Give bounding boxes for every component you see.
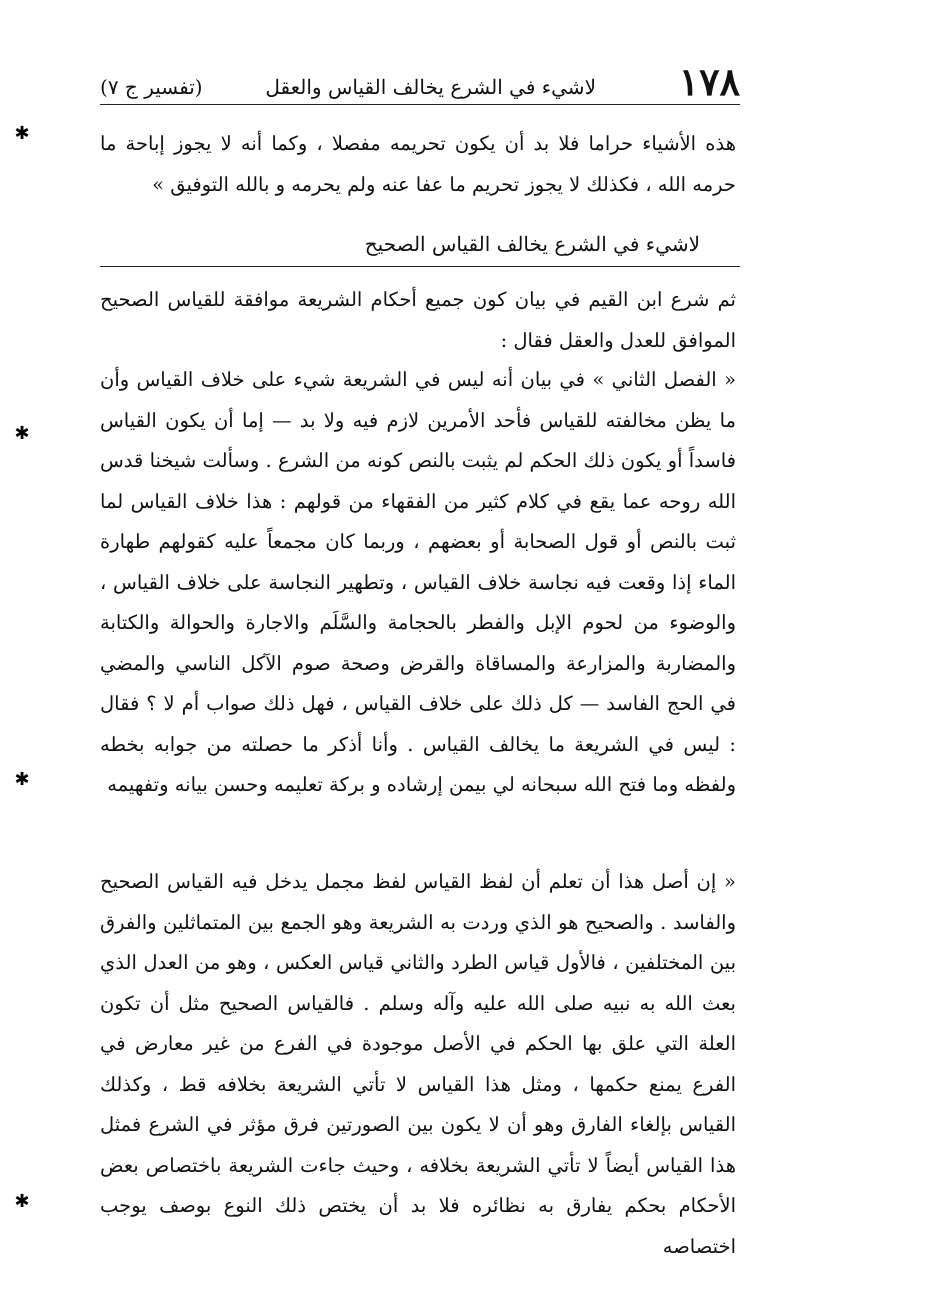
paragraph-continuation: هذه الأشياء حراما فلا بد أن يكون تحريمه مفصلا ، وكما أنه لا يجوز إباحة ما حرمه الله ، فكذلك لا يجوز تحريم ما عفا عنه ولم يحرمه و بالله التوفيق » [100,132,736,196]
paragraph-intro: ثم شرع ابن القيم في بيان كون جميع أحكام الشريعة موافقة للقياس الصحيح الموافق للعدل والعقل فقال : [100,288,736,352]
running-title: لاشيء في الشرع يخالف القياس والعقل [265,75,596,99]
header-divider [100,104,740,105]
volume-label: (تفسير ج ٧) [100,75,203,99]
page-header [100,59,740,104]
margin-mark-icon: ✱ [14,1191,30,1212]
section-heading: لاشيء في الشرع يخالف القياس الصحيح [364,232,700,256]
page-number: ١٧٨ [678,59,740,104]
margin-mark-icon: ✱ [14,423,30,444]
section-divider [100,266,740,267]
paragraph-qiyas: « إن أصل هذا أن تعلم أن لفظ القياس لفظ مجمل يدخل فيه القياس الصحيح والفاسد . والصحيح هو الذي وردت به الشريعة وهو الجمع بين المتماثلين والفرق بين المختلفين ، فالأول قياس الطرد والثاني قياس العكس ، وهو من العدل الذي بعث الله به نبيه صلى الله عليه وآله وسلم . فالقياس الصحيح مثل أن تكون العلة التي علق بها الحكم في الأصل موجودة في الفرع من غير معارض في الفرع يمنع حكمها ، ومثل هذا القياس لا تأتي الشريعة بخلافه قط ، وكذلك القياس بإلغاء الفارق وهو أن لا يكون بين الصورتين فرق مؤثر في الشرع فمثل هذا القياس أيضاً لا تأتي الشريعة بخلافه ، وحيث جاءت الشريعة باختصاص بعض الأحكام بحكم يفارق به نظائره فلا بد أن يختص ذلك النوع بوصف يوجب اختصاصه [100,870,736,1258]
paragraph-second-chapter: « الفصل الثاني » في بيان أنه ليس في الشريعة شيء على خلاف القياس وأن ما يظن مخالفته للقياس فأحد الأمرين لازم فيه ولا بد — إما أن يكون القياس فاسداً أو يكون ذلك الحكم لم يثبت بالنص كونه من الشرع . وسألت شيخنا قدس الله روحه عما يقع في كلام كثير من الفقهاء من قولهم : هذا خلاف القياس لما ثبت بالنص أو قول الصحابة أو بعضهم ، وربما كان مجمعاً عليه كقولهم طهارة الماء إذا وقعت فيه نجاسة خلاف القياس ، وتطهير النجاسة على خلاف القياس ، والوضوء من لحوم الإبل والفطر بالحجامة والسَّلَم والاجارة والحوالة والكتابة والمضاربة والمزارعة والمساقاة والقرض وصحة صوم الآكل الناسي والمضي في الحج الفاسد — كل ذلك على خلاف القياس ، فهل ذلك صواب أم لا ؟ فقال : ليس في الشريعة ما يخالف القياس . وأنا أذكر ما حصلته من جوابه بخطه ولفظه وما فتح الله سبحانه لي بيمن إرشاده و بركة تعليمه وحسن بيانه وتفهيمه [100,368,736,796]
margin-mark-icon: ✱ [14,769,30,790]
margin-mark-icon: ✱ [14,123,30,144]
